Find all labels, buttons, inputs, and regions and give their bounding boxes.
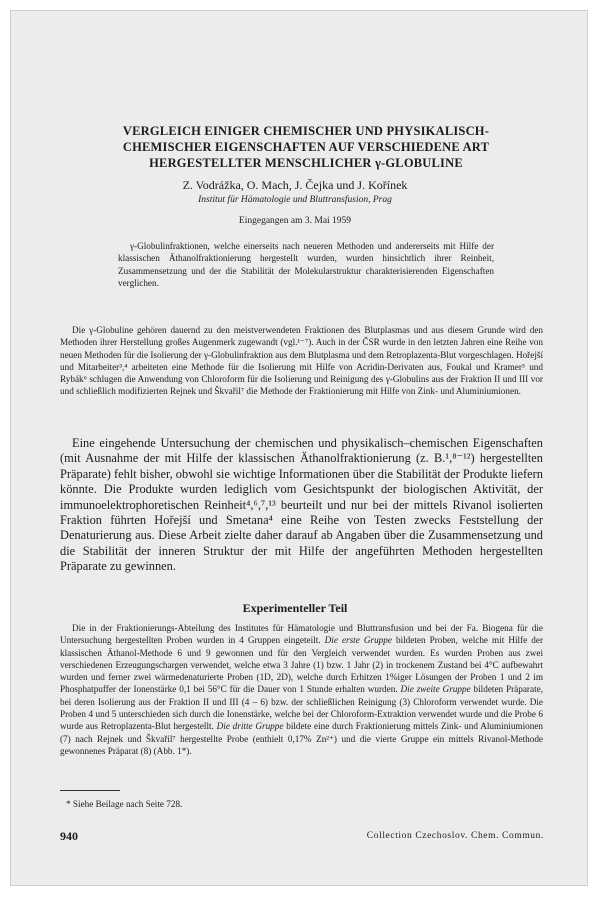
page-number: 940 [60,829,78,843]
exp-text-2: bildeten Proben, welche mit Hilfe der klassischen Äthanol-Methode 6 und 9 gewonnen und für den Vergleich verwendet wurden. Es wurden Proben aus zwei verschiedenen Erzeugungschargen verwendet, welche etwa 3 Jahre (1) bzw. 1 Jahr (2) in trockenem Zustand bei 4°C aufbewahrt wurden und ferner zwei wärmedenaturierte Proben (1D, 2D), welche durch Erhitzen 1%iger Lösungen der Proben 1 und 2 im Phosphatpuffer der Ionenstärke 0,1 bei 56°C für die Dauer von 1 Stunde erhalten wurden. [60,635,544,695]
exp-text-1: Die in der Fraktionierungs-Abteilung des Institutes für Hämatologie und Bluttransfusion und bei der Fa. Biogena für die Untersuchung hergestellten Proben wurden in 4 Gruppen eingeteilt. [60,623,543,646]
group-2-label: Die zweite Gruppe [400,684,471,695]
authors: Z. Vodrážka, O. Mach, J. Čejka und J. Kořínek [182,178,408,192]
affiliation: Institut für Hämatologie und Bluttransfusion, Prag [198,195,392,205]
received-date: Eingegangen am 3. Mai 1959 [238,216,352,226]
article-title [71,123,541,171]
title-line-2: CHEMISCHER EIGENSCHAFTEN AUF VERSCHIEDENE ART [122,140,490,154]
journal-name: Collection Czechoslov. Chem. Commun. [366,831,544,841]
title-line-1: VERGLEICH EINIGER CHEMISCHER UND PHYSIKALISCH- [122,124,490,138]
title-line-3: HERGESTELLTER MENSCHLICHER γ-GLOBULINE [149,156,463,170]
abstract: γ-Globulinfraktionen, welche einerseits nach neueren Methoden und andererseits mit Hilfe der klassischen Äthanolfraktionierung hergestellt wurden, wurden hinsichtlich ihrer Reinheit, Zusammensetzung und der die Stabilität der Molekularstruktur charakterisierenden Eigenschaften verglichen. [118,241,494,289]
intro-paragraph: Die γ-Globuline gehören dauernd zu den meistverwendeten Fraktionen des Blutplasmas und aus diesem Grunde wird den Methoden ihrer Herstellung großes Augenmerk zugewandt (vgl.¹⁻⁷). Auch in der ČSR wurde in den letzten Jahren eine Reihe von neuen Methoden für die Isolierung der γ-Globulinfraktion aus dem Blutplasma und dem Retroplazenta-Blut vorgeschlagen. Hořejší und Mitarbeiter³,⁴ arbeiteten eine Methode für die Isolierung mit Hilfe von Acridin-Derivaten aus, Foukal und Kramer⁵ und Rybák⁶ schlugen die Anwendung von Chloroform für die Isolierung und Reinigung des γ-Globulins aus der Fraktion II und III vor und schließlich modifizierten Rejnek und Škvařil⁷ die Methode der Fraktionierung mit Hilfe von Zink- und Aluminiumionen. [60,325,543,397]
group-3-label: Die dritte Gruppe [216,721,284,732]
group-1-label: Die erste Gruppe [324,635,392,646]
exp-text-4: bildete eine durch Fraktionierung mittels Zink- und Aluminiumionen (7) nach Rejnek und Škvařil⁷ hergestellte Probe (enthielt 0,17% Zn²⁺) und die vierte Gruppe ein mittels Rivanol-Methode gewonnenes Präparat (8) (Abb. 1*). [60,721,543,756]
experimental-paragraph [60,622,543,757]
footnote: * Siehe Beilage nach Seite 728. [66,799,183,809]
exp-text-3: bildeten Präparate, bei deren Isolierung aus der Fraktion II und III (4 – 6) bzw. der schließlichen Reinigung (3) Chloroform verwendet wurde. Die Proben 4 und 5 unterschieden sich durch die Ionenstärke, welche bei der Chloroform-Extraktion verwendet wurde und die Probe 6 wurde aus Retroplazenta-Blut hergestellt. [60,684,543,732]
section-heading: Experimenteller Teil [242,601,348,615]
main-paragraph: Eine eingehende Untersuchung der chemischen und physikalisch–chemischen Eigenschaften (mit Ausnahme der mit Hilfe der klassischen Äthanolfraktionierung (z. B.¹,⁸⁻¹²) hergestellten Präparate) fehlt bisher, obwohl sie wichtige Informationen über die Stabilität der Produkte liefern könnte. Die Produkte wurden lediglich vom Gesichtspunkt der biologischen Aktivität, der immunoelektrophoretischen Reinheit⁴,⁶,⁷,¹³ beurteilt und nur bei der mittels Rivanol isolierten Fraktion führten Hořejší und Smetana⁴ eine Reihe von Testen zwecks Feststellung der Denaturierung aus. Diese Arbeit zielte daher darauf ab Angaben über die Zusammensetzung und die Stabilität der inneren Struktur der mit Hilfe der angeführten Methoden hergestellten Präparate zu gewinnen. [60,436,543,574]
footnote-divider [60,790,120,791]
